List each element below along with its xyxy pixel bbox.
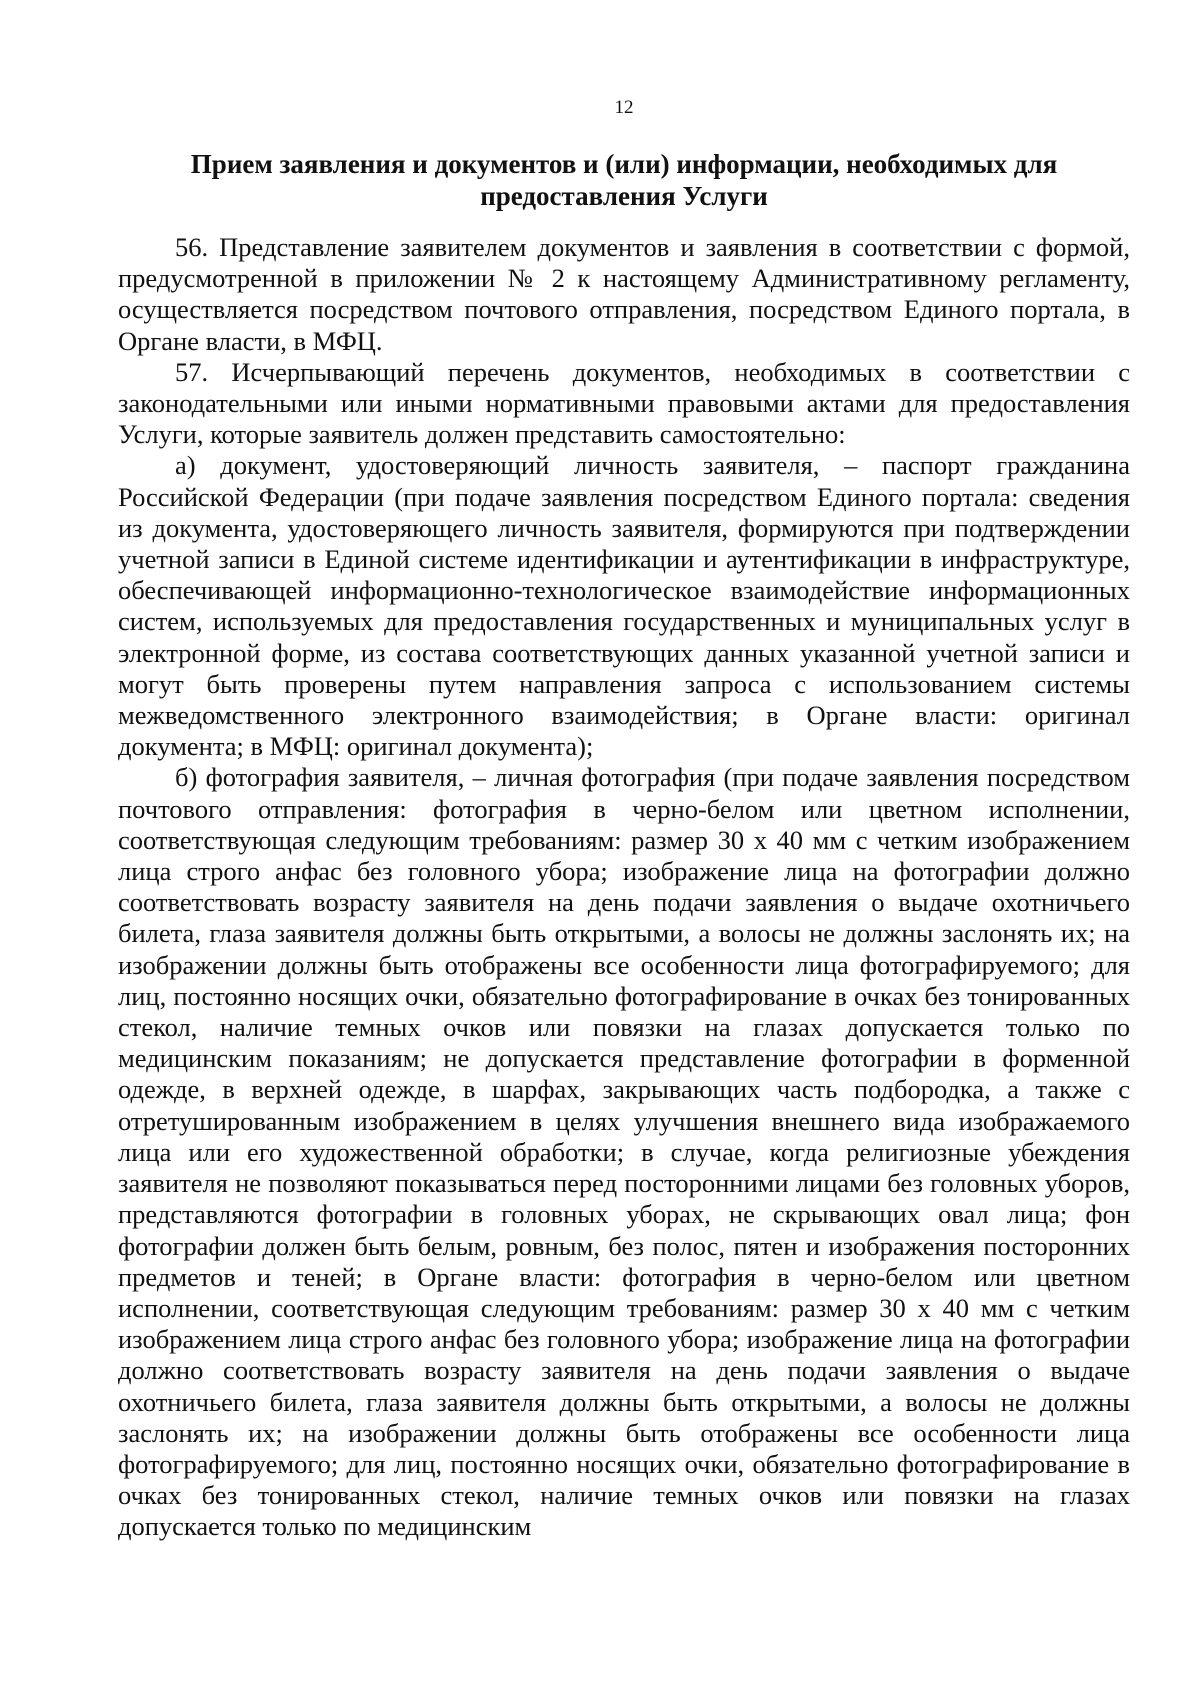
list-item-a <box>118 450 1130 762</box>
list-item-marker: а) <box>175 450 196 481</box>
paragraph-56 <box>118 232 1130 357</box>
list-item-text: фотография заявителя, – личная фотография (при подаче заявления посредством почтового отправления: фотография в черно-белом или цветном исполнении, соответствующая следующим требованиям: размер 30 х 40 мм с четким изображением лица строго анфас без головного убора; изображение лица на фотографии должно соответствовать возрасту заявителя на день подачи заявления о выдаче охотничьего билета, глаза заявителя должны быть открытыми, а волосы не должны заслонять их; на изображении должны быть отображены все особенности лица фотографируемого; для лиц, постоянно носящих очки, обязательно фотографирование в очках без тонированных стекол, наличие темных очков или повязки на глазах допускается только по медицинским показаниям; не допускается представление фотографии в форменной одежде, в верхней одежде, в шарфах, закрывающих часть подбородка, а также с отретушированным изображением в целях улучшения внешнего вида изображаемого лица или его художественной обработки; в случае, когда религиозные убеждения заявителя не позволяют показываться перед посторонними лицами без головных уборов, представляются фотографии в головных уборах, не скрывающих овал лица; фон фотографии должен быть белым, ровным, без полос, пятен и изображения посторонних предметов и теней; в Органе власти: фотография в черно-белом или цветном исполнении, соответствующая следующим требованиям: размер 30 х 40 мм с четким изображением лица строго анфас без головного убора; изображение лица на фотографии должно соответствовать возрасту заявителя на день подачи заявления о выдаче охотничьего билета, глаза заявителя должны быть открытыми, а волосы не должны заслонять их; на изображении должны быть отображены все особенности лица фотографируемого; для лиц, постоянно носящих очки, обязательно фотографирование в очках без тонированных стекол, наличие темных очков или повязки на глазах допускается только по медицинским <box>118 762 1131 1542</box>
list-item-b <box>118 762 1130 1542</box>
section-heading <box>118 148 1130 212</box>
section-heading-line-1: Прием заявления и документов и (или) информации, необходимых для <box>190 149 1058 179</box>
paragraph-text: Исчерпывающий перечень документов, необходимых в соответствии с законодательными или иными нормативными правовыми актами для предоставления Услуги, которые заявитель должен представить самостоятельно: <box>118 356 1131 450</box>
paragraph-number: 56. <box>175 232 209 262</box>
paragraph-number: 57. <box>175 356 209 387</box>
list-item-marker: б) <box>175 762 198 793</box>
paragraph-text: Представление заявителем документов и заявления в соответствии с формой, предусмотренной в приложении № 2 к настоящему Административному регламенту, осуществляется посредством почтового отправления, посредством Единого портала, в Органе власти, в МФЦ. <box>118 232 1130 356</box>
section-heading-line-2: предоставления Услуги <box>480 181 768 211</box>
page-number: 12 <box>614 97 634 118</box>
paragraph-57 <box>118 357 1130 451</box>
list-item-text: документ, удостоверяющий личность заявителя, – паспорт гражданина Российской Федерации (при подаче заявления посредством Единого портала: сведения из документа, удостоверяющего личность заявителя, формируются при подтверждении учетной записи в Единой системе идентификации и аутентификации в инфраструктуре, обеспечивающей информационно-технологическое взаимодействие информационных систем, используемых для предоставления государственных и муниципальных услуг в электронной форме, из состава соответствующих данных указанной учетной записи и могут быть проверены путем направления запроса с использованием системы межведомственного электронного взаимодействия; в Органе власти: оригинал документа; в МФЦ: оригинал документа); <box>118 450 1131 762</box>
